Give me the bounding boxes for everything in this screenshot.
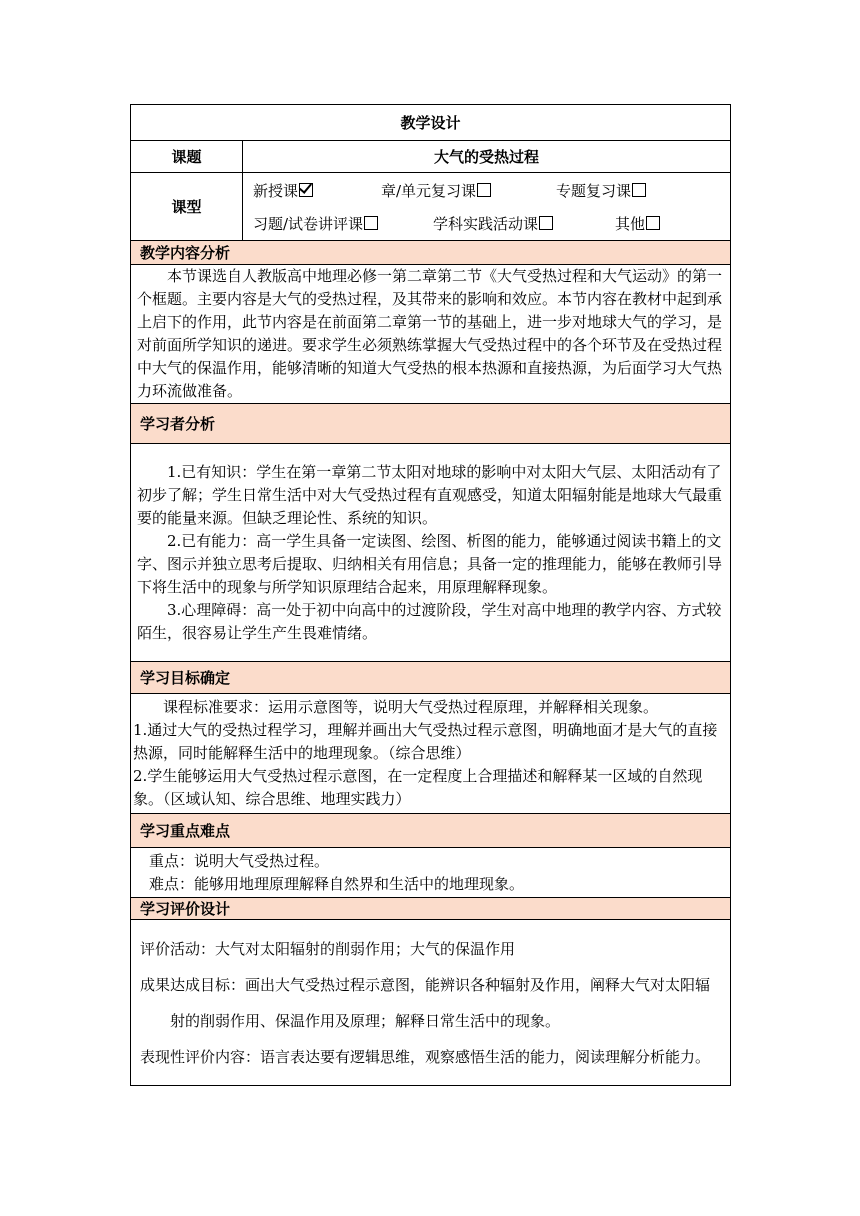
section-heading-evaluation: 学习评价设计 [131, 898, 731, 920]
option-label: 其他 [615, 214, 646, 233]
key-points-body [131, 848, 731, 898]
option-label: 新授课 [253, 181, 299, 200]
checkbox-icon[interactable] [364, 216, 378, 230]
lesson-type-key: 课型 [131, 173, 243, 241]
section-heading-content-analysis: 教学内容分析 [131, 241, 731, 265]
option-topic-review[interactable] [556, 180, 646, 201]
evaluation-activity: 评价活动：大气对太阳辐射的削弱作用；大气的保温作用 [140, 939, 516, 958]
lesson-plan-document [130, 104, 730, 1086]
checkbox-icon[interactable] [539, 216, 553, 230]
content-analysis-text: 本节课选自人教版高中地理必修一第二章第二节《大气受热过程和大气运动》的第一个框题。主要内容是大气的受热过程，及其带来的影响和效应。本节内容在教材中起到承上启下的作用，此节内容是在前面第二章第一节的基础上，进一步对地球大气的学习，是对前面所学知识的递进。要求学生必须熟练掌握大气受热过程中的各个环节及在受热过程中大气的保温作用，能够清晰的知道大气受热的根本热源和直接热源，为后面学习大气热力环流做准备。 [137, 267, 723, 400]
lesson-type-row-2 [253, 207, 730, 240]
lesson-type-options [243, 173, 731, 241]
evaluation-body [131, 920, 731, 1086]
option-practice-activity[interactable] [433, 213, 615, 234]
checkbox-icon[interactable] [646, 216, 660, 230]
objective-1: 1.通过大气的受热过程学习，理解并画出大气受热过程示意图，明确地面才是大气的直接热源，同时能解释生活中的地理现象。（综合思维） [133, 721, 718, 762]
section-heading-learner-analysis: 学习者分析 [131, 404, 731, 444]
section-heading-objectives: 学习目标确定 [131, 662, 731, 694]
topic-value: 大气的受热过程 [243, 141, 731, 173]
section-heading-key-points: 学习重点难点 [131, 814, 731, 848]
objectives-body [131, 694, 731, 814]
content-analysis-body [131, 265, 731, 404]
lesson-plan-table [130, 104, 731, 1086]
learner-psychology: 3.心理障碍：高一处于初中向高中的过渡阶段，学生对高中地理的教学内容、方式较陌生，很容易让学生产生畏难情绪。 [137, 600, 722, 642]
key-point: 重点：说明大气受热过程。 [149, 851, 330, 870]
learner-prior-knowledge: 1.已有知识：学生在第一章第二节太阳对地球的影响中对太阳大气层、太阳活动有了初步了解；学生日常生活中对大气受热过程有直观感受，知道太阳辐射能是地球大气最重要的能量来源。但缺乏理论性、系统的知识。 [137, 462, 723, 527]
learner-ability: 2.已有能力：高一学生具备一定读图、绘图、析图的能力，能够通过阅读书籍上的文字、图示并独立思考后提取、归纳相关有用信息；具备一定的推理能力，能够在教师引导下将生活中的现象与所学知识原理结合起来，用原理解释现象。 [137, 531, 723, 596]
lesson-type-row-1 [253, 174, 730, 207]
checkbox-icon[interactable] [632, 183, 646, 197]
topic-key: 课题 [131, 141, 243, 173]
option-label: 专题复习课 [556, 181, 632, 200]
checkbox-icon[interactable] [477, 183, 491, 197]
objective-2: 2.学生能够运用大气受热过程示意图，在一定程度上合理描述和解释某一区域的自然现象。（区域认知、综合思维、地理实践力） [133, 767, 703, 808]
evaluation-performance: 表现性评价内容：语言表达要有逻辑思维，观察感悟生活的能力，阅读理解分析能力。 [140, 1047, 711, 1066]
document-title: 教学设计 [131, 105, 731, 141]
difficult-point: 难点：能够用地理原理解释自然界和生活中的地理现象。 [149, 874, 525, 893]
option-label: 章/单元复习课 [381, 181, 477, 200]
option-label: 学科实践活动课 [433, 214, 539, 233]
curriculum-standard: 课程标准要求：运用示意图等，说明大气受热过程原理，并解释相关现象。 [163, 698, 659, 716]
checked-box-icon[interactable] [299, 183, 313, 197]
option-label: 习题/试卷讲评课 [253, 214, 364, 233]
evaluation-outcome: 成果达成目标：画出大气受热过程示意图，能辨识各种辐射及作用，阐释大气对太阳辐射的削弱作用、保温作用及原理；解释日常生活中的现象。 [140, 975, 711, 1030]
option-chapter-review[interactable] [381, 180, 556, 201]
option-exercise-review[interactable] [253, 213, 433, 234]
option-new-lesson[interactable] [253, 180, 381, 201]
learner-analysis-body [131, 444, 731, 662]
option-other[interactable] [615, 213, 660, 234]
